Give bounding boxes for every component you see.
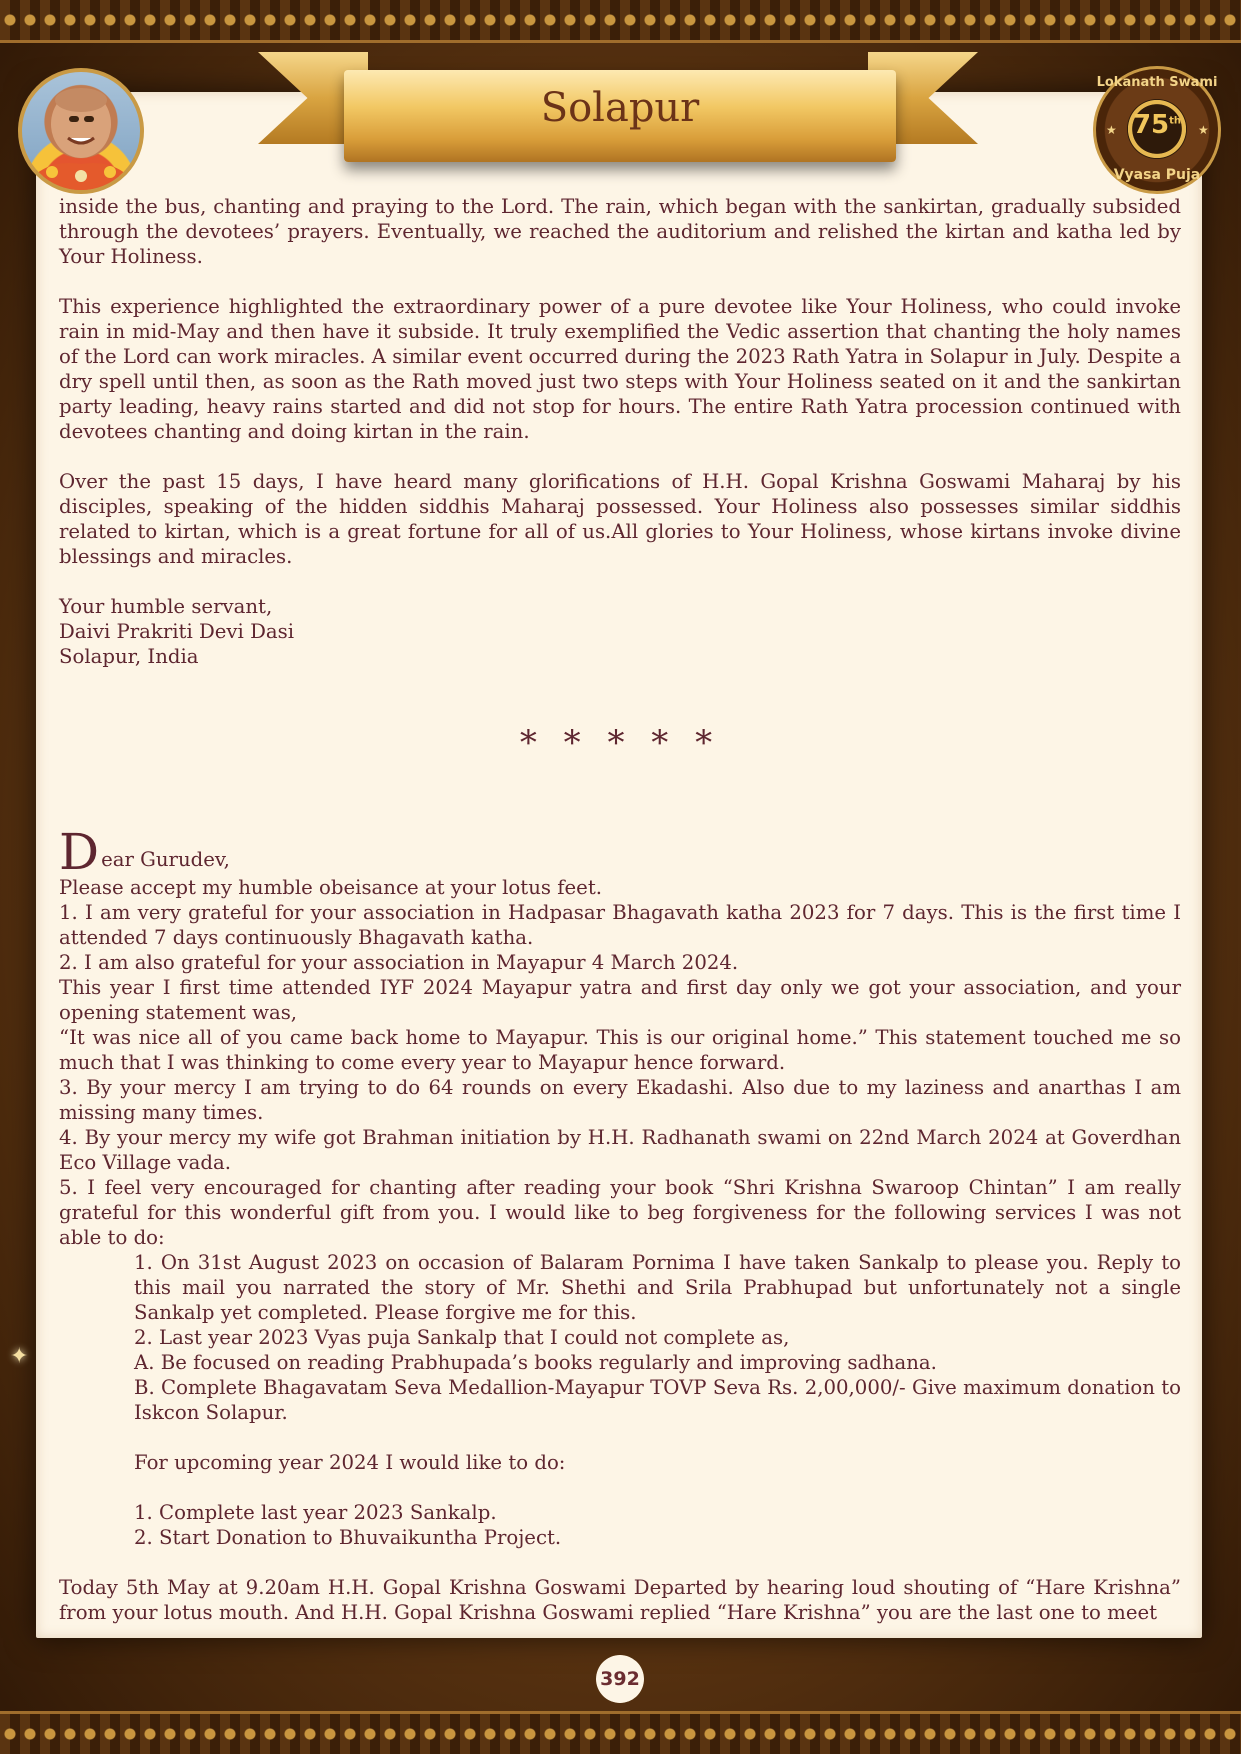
list-item: 2. Last year 2023 Vyas puja Sankalp that I could not complete as,: [134, 1326, 790, 1349]
signature-location: Solapur, India: [59, 645, 199, 668]
letter2-salutation: D ear Gurudev,: [59, 823, 230, 881]
sparkle-icon: ✦: [10, 1344, 29, 1369]
letter1-paragraph-2: This experience highlighted the extraordinary power of a pure devotee like Your Holiness, who could invoke rain in mid-May and then have it subside. It truly exemplified the Vedic assertion that chanting the holy names of the Lord can work miracles. A similar event occurred during the 2023 Rath Yatra in Solapur in July. Despite a dry spell until then, as soon as the Rath moved just two steps with Your Holiness seated on it and the sankirtan party leading, heavy rains started and did not stop for hours. The entire Rath Yatra procession continued with devotees chanting and doing kirtan in the rain.: [59, 295, 1182, 443]
badge-top-text: Lokanath Swami: [1096, 75, 1218, 90]
letter1-paragraph-3: Over the past 15 days, I have heard many glorifications of H.H. Gopal Krishna Goswami Maharaj by his disciples, speaking of the hidden siddhis Maharaj possessed. Your Holiness also possesses similar siddhis related to kirtan, which is a great fortune for all of us.All glories to Your Holiness, whose kirtans invoke divine blessings and miracles.: [59, 470, 1181, 568]
letter2-closing-paragraph: Today 5th May at 9.20am H.H. Gopal Krishna Goswami Departed by hearing loud shouting of “Hare Krishna” from your lotus mouth. And H.H. Gopal Krishna Goswami replied “Hare Krishna” you are the last one to meet: [59, 1576, 1181, 1624]
page-body: [59, 194, 1181, 1625]
list-heading: For upcoming year 2024 I would like to do:: [134, 1451, 566, 1474]
letter2-line: 1. I am very grateful for your association in Hadpasar Bhagavath katha 2023 for 7 days. This is the first time I attended 7 days continuously Bhagavath katha.: [59, 901, 1181, 949]
guru-portrait: [18, 68, 144, 194]
portrait-face-icon: [22, 72, 140, 190]
badge-bottom-text: Vyasa Puja: [1113, 167, 1201, 183]
star-icon: ★: [1198, 123, 1209, 137]
top-border-pattern: [0, 0, 1241, 43]
letter2-line: Please accept my humble obeisance at your lotus feet.: [59, 876, 602, 899]
letter2-line: 2. I am also grateful for your association in Mayapur 4 March 2024.: [59, 951, 739, 974]
list-item: B. Complete Bhagavatam Seva Medallion-Mayapur TOVP Seva Rs. 2,00,000/- Give maximum donation to Iskcon Solapur.: [134, 1376, 1181, 1424]
letter2-line: 4. By your mercy my wife got Brahman initiation by H.H. Radhanath swami on 22nd March 2024 at Goverdhan Eco Village vada.: [59, 1126, 1181, 1174]
section-separator: * * * * *: [519, 723, 721, 763]
letter2-line: 3. By your mercy I am trying to do 64 rounds on every Ekadashi. Also due to my laziness and anarthas I am missing many times.: [59, 1076, 1181, 1124]
signature-name: Daivi Prakriti Devi Dasi: [59, 620, 295, 643]
letter1-paragraph-1: inside the bus, chanting and praying to the Lord. The rain, which began with the sankirtan, gradually subsided through the devotees’ prayers. Eventually, we reached the auditorium and relished the kirtan and katha led by Your Holiness.: [59, 195, 1181, 268]
list-item: 1. On 31st August 2023 on occasion of Balaram Pornima I have taken Sankalp to please you. Reply to this mail you narrated the story of Mr. Shethi and Srila Prabhupad but unfortunately not a single Sankalp yet completed. Please forgive me for this.: [134, 1251, 1181, 1324]
list-item: 1. Complete last year 2023 Sankalp.: [134, 1501, 497, 1524]
bottom-border-pattern: [0, 1711, 1241, 1754]
letter2-line: 5. I feel very encouraged for chanting after reading your book “Shri Krishna Swaroop Chintan” I am really grateful for this wonderful gift from you. I would like to beg forgiveness for the following services I was not able to do:: [59, 1176, 1181, 1249]
badge-number: 75th: [1132, 110, 1182, 140]
star-icon: ★: [1106, 123, 1117, 137]
letter2-line: “It was nice all of you came back home to Mayapur. This is our original home.” This statement touched me so much that I was thinking to come every year to Mayapur hence forward.: [59, 1026, 1181, 1074]
list-item: A. Be focused on reading Prabhupada’s books regularly and improving sadhana.: [134, 1351, 937, 1374]
page-number: 392: [596, 1655, 644, 1703]
vyasa-puja-75-badge: [1093, 66, 1221, 194]
signature-line: Your humble servant,: [59, 595, 273, 618]
letter2-line: This year I first time attended IYF 2024 Mayapur yatra and first day only we got your association, and your opening statement was,: [59, 976, 1181, 1024]
drop-cap: D: [59, 823, 100, 881]
list-item: 2. Start Donation to Bhuvaikuntha Project.: [134, 1526, 562, 1549]
indented-list: [59, 1250, 1181, 1550]
page-title: Solapur: [540, 85, 700, 131]
